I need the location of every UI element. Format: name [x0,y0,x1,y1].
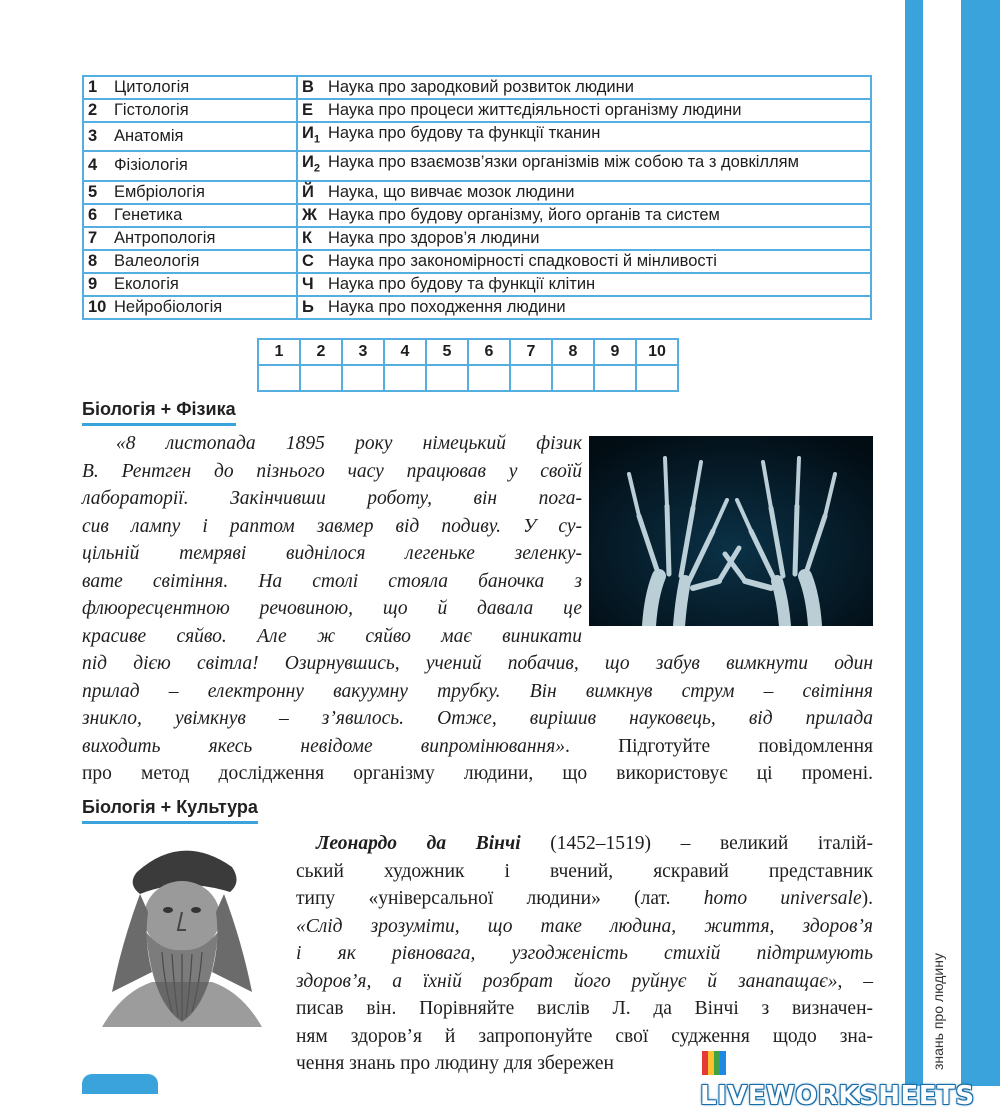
term-cell [83,296,297,319]
side-stripe-outer [961,0,1000,1086]
definition-text: Наука про закономірності спадковості й мінливості [328,251,717,270]
definition-text: Наука про будову та функції клітин [328,274,596,293]
quote-line-2: і як рівновага, узгодженість стихій підтримують [296,943,873,964]
leonardo-line-3-end: ). [861,888,873,909]
letter-text: Ж [302,205,317,224]
answer-grid-header: 6 [468,339,510,365]
answer-cell[interactable] [594,365,636,391]
term-number: 2 [88,101,98,119]
term-number: 8 [88,251,98,270]
letter-text: Й [302,182,314,201]
liveworksheets-logo-icon [700,1049,728,1077]
term-name: Антропологія [114,228,216,247]
term-name: Фізіологія [114,156,188,175]
answer-grid-header: 1 [258,339,300,365]
definition-letter [302,152,328,179]
leonardo-line-1 [296,830,873,858]
definition-cell [297,250,871,273]
term-name: Ембріологія [114,182,205,201]
roentgen-line-5: цільній темряві виднілося легеньке зеленку- [82,543,582,564]
roentgen-line-11: зникло, увімкнув – з’явилось. Отже, вирішив науковець, від прилада [82,708,873,729]
term-number: 6 [88,205,98,224]
leonardo-line-8: ням здоров’я й запропонуйте свої судження щодо зна- [296,1025,873,1047]
answer-grid-header: 10 [636,339,678,365]
letter-subscript: 1 [313,133,320,146]
roentgen-line-6: вате світіння. На столі стояла баночка з [82,570,582,592]
term-number: 1 [88,78,98,96]
definition-cell [297,99,871,122]
answer-grid-header: 7 [510,339,552,365]
letter-text: И [302,124,314,142]
leonardo-line-7: писав він. Порівняйте вислів Л. да Вінчі з визначен- [296,998,873,1019]
definition-text: Наука про здоров’я людини [328,228,540,247]
task-start: . Підготуйте повідомлення [565,735,874,757]
definition-letter [302,100,328,121]
matching-row [83,76,871,99]
term-name: Цитологія [114,78,190,96]
answer-grid-header: 8 [552,339,594,365]
answer-cell[interactable] [510,365,552,391]
letter-text: Е [302,101,314,119]
answer-cell[interactable] [468,365,510,391]
definition-letter [302,205,328,226]
answer-cell[interactable] [342,365,384,391]
term-name: Валеологія [114,251,200,270]
matching-row [83,227,871,250]
watermark-text: LIVEWORKSHEETS [700,1081,975,1111]
answer-grid-header: 4 [384,339,426,365]
matching-row [83,151,871,180]
answer-cell[interactable] [258,365,300,391]
term-name: Анатомія [114,127,184,146]
letter-text: И [302,153,314,172]
page-number-tab [82,1074,158,1094]
quote-line-1: «Слід зрозуміти, що таке людина, життя, здоров’я [296,915,873,937]
letter-text: Ь [302,297,314,316]
leonardo-line-3 [296,885,873,913]
answer-grid-header: 5 [426,339,468,365]
matching-row [83,250,871,273]
textbook-page: знань про людину 1 Цитологія В Наука про зародковий розвиток людини 2 Гістологія Е Наука про процеси життєдіяльності організму людини 3 Анатомія $И_1$ Наука про будову та функції тканин 4 Фізіологія $И_2$ Наука про взаємозв’язки організмів між собою та з довкіллям 5 Ембріологія Й Наука, що вивчає мозок людини 6 Генетика Ж Наука про будову організму, його органів та систем 7 Антропологія К Наука про здоров’я людини 8 Валеологія С Наука про закономірності спадковості й мінливості 9 Екологія Ч Наука про будову та функції клітин 10 Нейробіологія Ь Наука про походження людини 1 2 3 4 5 6 7 8 9 10 Біологія + Фізика «8 листопада 1895 року німецький фізик В. Рентген до пізнього часу працював у своїй лабораторії. Закінчивши роботу, він пога- сив лампу і раптом завмер від подиву. У су- цільній темряві виднілося легеньке зеленку- вате світіння. На столі стояла баночка з флюоресцентною речовиною, що й давала це красиве сяйво. Але ж сяйво має виникати під дією світла! Озирнувшись, учений побачив, що забув вимкнути один прилад – електронну вакуумну трубку. Він вимкнув струм – світіння зникло, увімкнув – з’явилось. Отже, вирішив науковець, від прилада виходить якесь невідоме випромінювання». Підготуйте повідомлення про метод дослідження організму людини, що використовує ці промені. Біологія + Культура Леонардо да Вінчі (1452–1519) – великий італій- ський художник і вчений, яскравий представник типу «універсальної людини» (лат. homo universale). «Слід зрозуміти, що таке людина, життя, здоров’я і як рівновага, узгодженість стихій підтримують здоров’я, а їхній розбрат його руйнує й занапащає», – писав він. Порівняйте вислів Л. да Вінчі з визначен- ням здоров’я й запропонуйте свої судження щодо зна- чення знань про людину для збережен LIVEWORKSHEETS [0,0,1000,1086]
leonardo-line-9: чення знань про людину для збережен [296,1053,614,1074]
xray-hands-image [589,436,873,626]
roentgen-quote-end: виходить якесь невідоме випромінювання» [82,735,566,757]
definition-letter [302,297,328,318]
definition-letter [302,123,328,150]
section-heading-culture: Біологія + Культура [82,797,258,824]
term-cell [83,99,297,122]
term-cell [83,250,297,273]
leonardo-portrait [82,832,282,1027]
term-number: 4 [88,156,98,175]
matching-row [83,296,871,319]
term-name: Генетика [114,205,183,224]
matching-row [83,99,871,122]
roentgen-story-full [82,650,873,788]
roentgen-line-10: прилад – електронну вакуумну трубку. Він вимкнув струм – світіння [82,680,873,702]
definition-cell [297,227,871,250]
answer-grid-header: 3 [342,339,384,365]
term-cell [83,151,297,180]
term-name: Нейробіологія [114,297,223,316]
definition-text: Наука, що вивчає мозок людини [328,182,575,201]
answer-cell[interactable] [300,365,342,391]
answer-grid [257,338,679,392]
leonardo-text-wrapped [296,830,873,1078]
definition-letter [302,251,328,272]
definition-cell [297,181,871,204]
letter-text: С [302,251,314,270]
roentgen-line-8: красиве сяйво. Але ж сяйво має виникати [82,625,582,647]
roentgen-line-9: під дією світла! Озирнувшись, учений побачив, що забув вимкнути один [82,653,873,674]
leonardo-dates: (1452–1519) – великий італій- [520,833,873,854]
answer-cell[interactable] [636,365,678,391]
roentgen-line-3: лабораторії. Закінчивши роботу, він пога- [82,488,582,509]
task-end: про метод дослідження організму людини, що використовує ці промені. [82,763,873,784]
term-name: Гістологія [114,101,189,119]
term-cell [83,122,297,151]
roentgen-line-12 [82,733,873,761]
letter-text: К [302,228,313,247]
quote-line-3-text: здоров’я, а їхній розбрат його руйнує й занапащає» [296,970,838,992]
definition-cell [297,296,871,319]
definition-text: Наука про будову та функції тканин [328,124,601,142]
term-cell [83,273,297,296]
definition-letter [302,182,328,203]
side-stripe [905,0,923,1086]
definition-letter [302,77,328,98]
term-cell [83,227,297,250]
term-number: 7 [88,228,98,247]
term-cell [83,204,297,227]
term-cell [83,181,297,204]
letter-text: В [302,78,314,96]
leonardo-line-3-start: типу «універсальної людини» (лат. [296,888,704,909]
definition-text: Наука про походження людини [328,297,566,316]
definition-letter [302,228,328,249]
definition-cell [297,273,871,296]
roentgen-line-4: сив лампу і раптом завмер від подиву. У су- [82,515,582,537]
section-heading-physics: Біологія + Фізика [82,399,236,426]
definition-text: Наука про процеси життєдіяльності організму людини [328,101,742,119]
term-number: 10 [88,297,107,316]
matching-row [83,204,871,227]
latin-term: homo universale [703,888,862,909]
matching-row [83,273,871,296]
matching-row [83,122,871,151]
term-cell [83,76,297,99]
answer-cell[interactable] [552,365,594,391]
matching-table [82,75,872,320]
leonardo-line-2: ський художник і вчений, яскравий представник [296,860,873,882]
side-gap [923,0,961,1086]
definition-cell [297,151,871,180]
leonardo-portrait-icon [82,832,282,1027]
roentgen-story-wrapped [82,430,582,650]
letter-subscript: 2 [313,162,320,175]
term-number: 5 [88,182,98,201]
quote-tail: , – [837,970,873,992]
roentgen-line-2: В. Рентген до пізнього часу працював у своїй [82,460,582,482]
definition-text: Наука про зародковий розвиток людини [328,78,634,96]
letter-text: Ч [302,274,314,293]
definition-text: Наука про взаємозв’язки організмів між собою та з довкіллям [328,153,799,172]
term-number: 3 [88,127,98,146]
definition-letter [302,274,328,295]
answer-grid-header: 9 [594,339,636,365]
quote-line-3 [296,968,873,996]
leonardo-name: Леонардо да Вінчі [316,833,521,854]
roentgen-line-7: флюоресцентною речовиною, що й давала це [82,598,582,619]
roentgen-line-1: «8 листопада 1895 року німецький фізик [116,433,582,454]
definition-cell [297,204,871,227]
term-name: Екологія [114,274,179,293]
answer-grid-header: 2 [300,339,342,365]
definition-text: Наука про будову організму, його органів та систем [328,205,720,224]
side-margin [897,0,905,1086]
term-number: 9 [88,274,98,293]
answer-cell[interactable] [384,365,426,391]
definition-cell [297,76,871,99]
answer-cell[interactable] [426,365,468,391]
xray-hands-icon [589,436,873,626]
matching-row [83,181,871,204]
liveworksheets-watermark [700,1049,1000,1111]
definition-cell [297,122,871,151]
